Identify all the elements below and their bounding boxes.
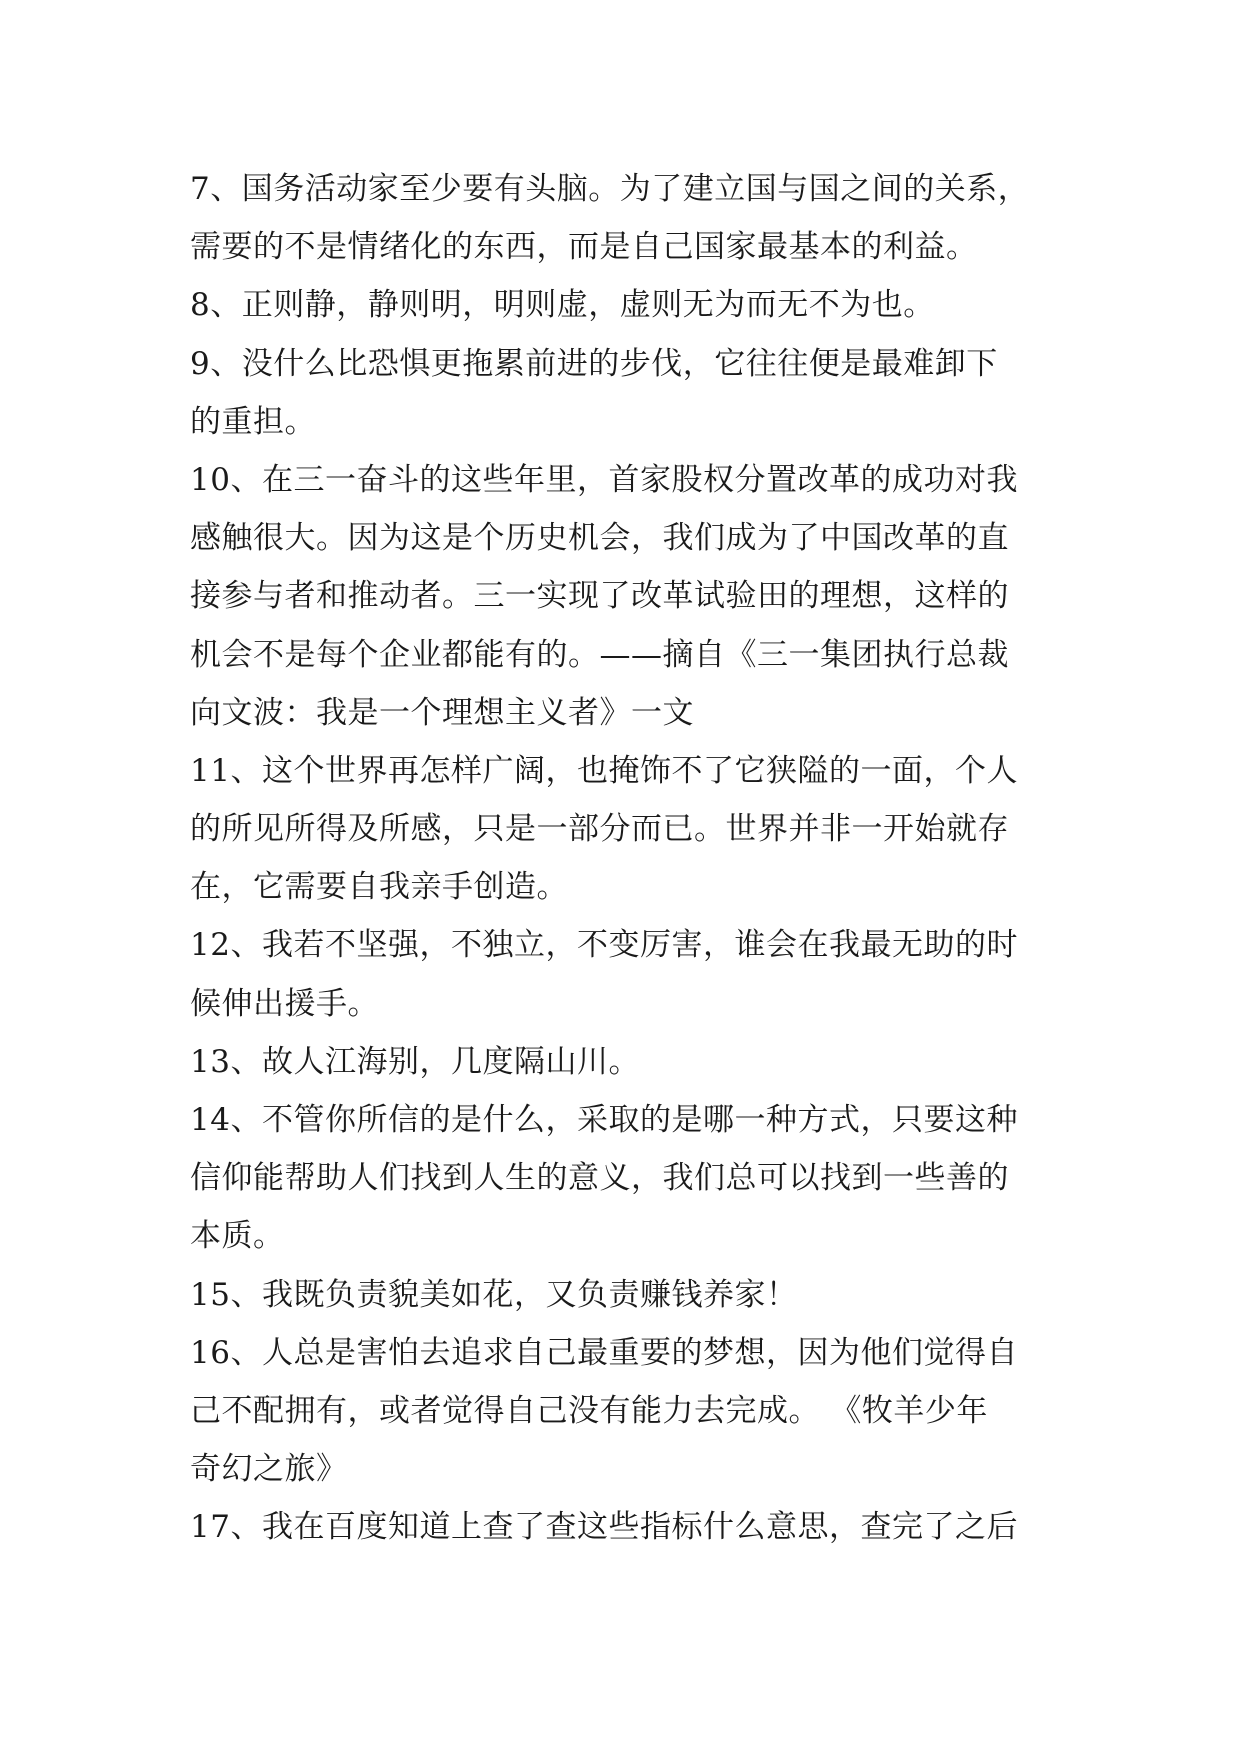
text-line: 12、我若不坚强，不独立，不变厉害，谁会在我最无助的时 — [190, 927, 1018, 964]
text-line: 9、没什么比恐惧更拖累前进的步伐，它往往便是最难卸下 — [190, 345, 998, 382]
text-line: 需要的不是情绪化的东西，而是自己国家最基本的利益。 — [190, 229, 978, 266]
text-line: 13、故人江海别，几度隔山川。 — [190, 1043, 640, 1080]
text-line: 的所见所得及所感，只是一部分而已。世界并非一开始就存 — [190, 811, 1009, 848]
text-line: 候伸出援手。 — [190, 985, 379, 1022]
text-line: 17、我在百度知道上查了查这些指标什么意思，查完了之后 — [190, 1509, 1018, 1546]
text-line: 接参与者和推动者。三一实现了改革试验田的理想，这样的 — [190, 578, 1009, 615]
text-line: 在，它需要自我亲手创造。 — [190, 869, 568, 906]
text-line: 己不配拥有，或者觉得自己没有能力去完成。 《牧羊少年 — [190, 1392, 988, 1429]
text-line: 的重担。 — [190, 403, 316, 440]
text-line: 16、人总是害怕去追求自己最重要的梦想，因为他们觉得自 — [190, 1334, 1018, 1371]
text-line: 机会不是每个企业都能有的。——摘自《三一集团执行总裁 — [190, 636, 1009, 673]
text-line: 11、这个世界再怎样广阔，也掩饰不了它狭隘的一面，个人 — [190, 752, 1018, 789]
document-body — [190, 160, 1050, 1557]
text-line: 本质。 — [190, 1218, 285, 1255]
text-line: 向文波：我是一个理想主义者》一文 — [190, 694, 694, 731]
text-line: 10、在三一奋斗的这些年里，首家股权分置改革的成功对我 — [190, 461, 1018, 498]
text-line: 14、不管你所信的是什么，采取的是哪一种方式，只要这种 — [190, 1102, 1018, 1138]
text-line: 7、国务活动家至少要有头脑。为了建立国与国之间的关系， — [190, 171, 1030, 207]
text-line: 15、我既负责貌美如花，又负责赚钱养家！ — [190, 1276, 798, 1313]
text-line: 感触很大。因为这是个历史机会，我们成为了中国改革的直 — [190, 520, 1009, 557]
text-line: 8、正则静，静则明，明则虚，虚则无为而无不为也。 — [190, 287, 935, 324]
text-line: 奇幻之旅》 — [190, 1451, 348, 1488]
text-line: 信仰能帮助人们找到人生的意义，我们总可以找到一些善的 — [190, 1160, 1009, 1197]
